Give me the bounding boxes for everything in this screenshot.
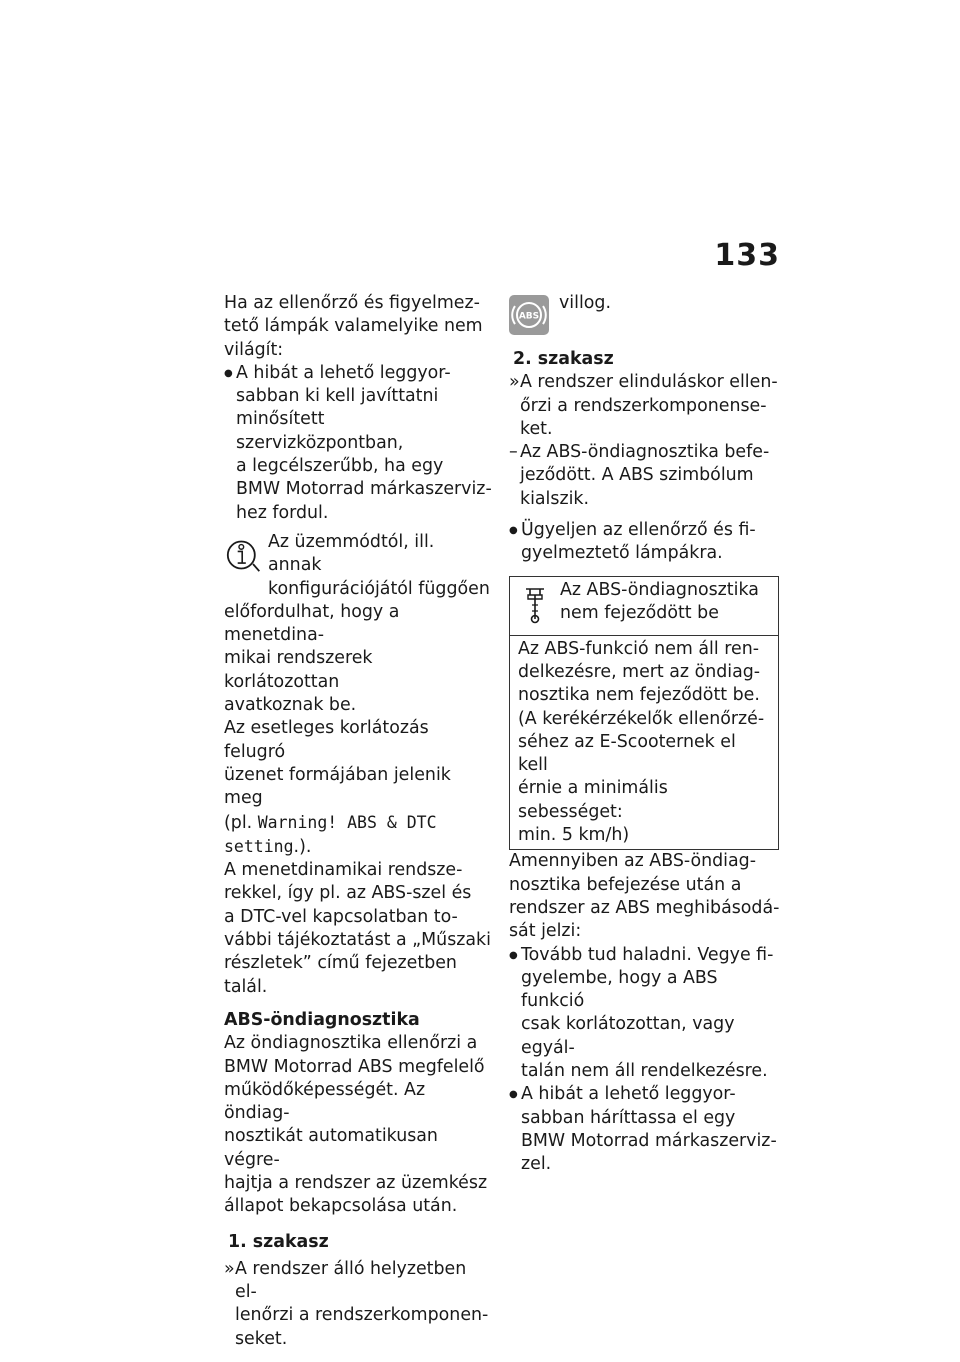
message-box-body: Az ABS-funkció nem áll ren- delkezésre, mert az öndiag- nosztika nem fejeződött be. (A kerékérzékelők ellenőrzé- séhez az E-Scooternek el kell érnie a minimális sebességet: min. 5 km/h) [518,638,765,846]
info-note [224,531,492,999]
right-column [509,292,781,1177]
phase-2-result: – Az ABS-öndiagnosztika befe- jeződött. A ABS szimbólum kialszik. [509,442,770,509]
info-text-reference: A menetdinamikai rendsze- rekkel, így pl. az ABS-szel és a DTC-vel kapcsolatban to- vábbi tájékoztatást a „Műszaki részletek” című fejezetben talál. [224,860,491,997]
phase-1-step: » A rendszer álló helyzetben el- lenőrzi a rendszerkomponen- seket. [224,1258,489,1349]
info-text-popup: Az esetleges korlátozás felugró üzenet formájában jelenik meg (pl. Warning! ABS & DTC setting.). [224,718,451,857]
bullet-item-continue: ● Tovább tud haladni. Vegye fi- gyelembe, hogy a ABS funkció csak korlátozottan, vagy egyál- talán nem áll rendelkezésre. [509,944,781,1084]
message-box-title: Az ABS-öndiagnosztika nem fejeződött be [560,579,759,623]
info-icon [226,537,262,573]
svg-text:ABS: ABS [518,311,540,322]
abs-warning-icon [509,295,549,335]
phase-1-title: 1. szakasz [228,1231,329,1252]
after-box-text: Amennyiben az ABS-öndiag- nosztika befejezése után a rendszer az ABS meghibásodá- sát jelzi: [509,851,780,942]
section-text: Az öndiagnosztika ellenőrzi a BMW Motorrad ABS megfelelő működőképességét. Az öndiag- nosztikát automatikusan végre- hajtja a rendszer az üzemkész állapot bekapcsolása után. [224,1033,488,1217]
message-box [509,576,779,851]
message-box-header [510,577,778,636]
bullet-item-service: ● A hibát a lehető leggyor- sabban háríttassa el egy BMW Motorrad márkaszerviz- zel. [509,1083,781,1176]
phase-2-step: » A rendszer elinduláskor ellen- őrzi a rendszerkomponense- ket. [509,372,778,439]
left-column [224,292,492,1351]
warning-message-code: Warning! ABS & DTC [257,812,437,832]
phase-2-title: 2. szakasz [513,349,614,369]
intro-paragraph: Ha az ellenőrző és figyelmez- tető lámpák valamelyike nem világít: [224,293,483,360]
bullet-item-repair: ● A hibát a lehető leggyor- sabban ki kell javíttatni minősített szervizközpontban, a legcélszerűbb, ha egy BMW Motorrad márkaszerviz- hez fordul. [224,362,492,525]
abs-warning-row [509,292,781,338]
section-heading: ABS-öndiagnosztika [224,1009,420,1030]
bullet-item-observe: ● Ügyeljen az ellenőrző és fi- gyelmeztető lámpákra. [509,519,781,566]
flashing-text: villog. [559,293,611,313]
wrench-icon [524,585,546,625]
info-text-continued: előfordulhat, hogy a menetdina- mikai rendszerek korlátozottan avatkoznak be. [224,601,400,716]
info-text: Az üzemmódtól, ill. annak konfigurációjától függően [268,531,490,599]
page-number: 133 [714,238,780,273]
